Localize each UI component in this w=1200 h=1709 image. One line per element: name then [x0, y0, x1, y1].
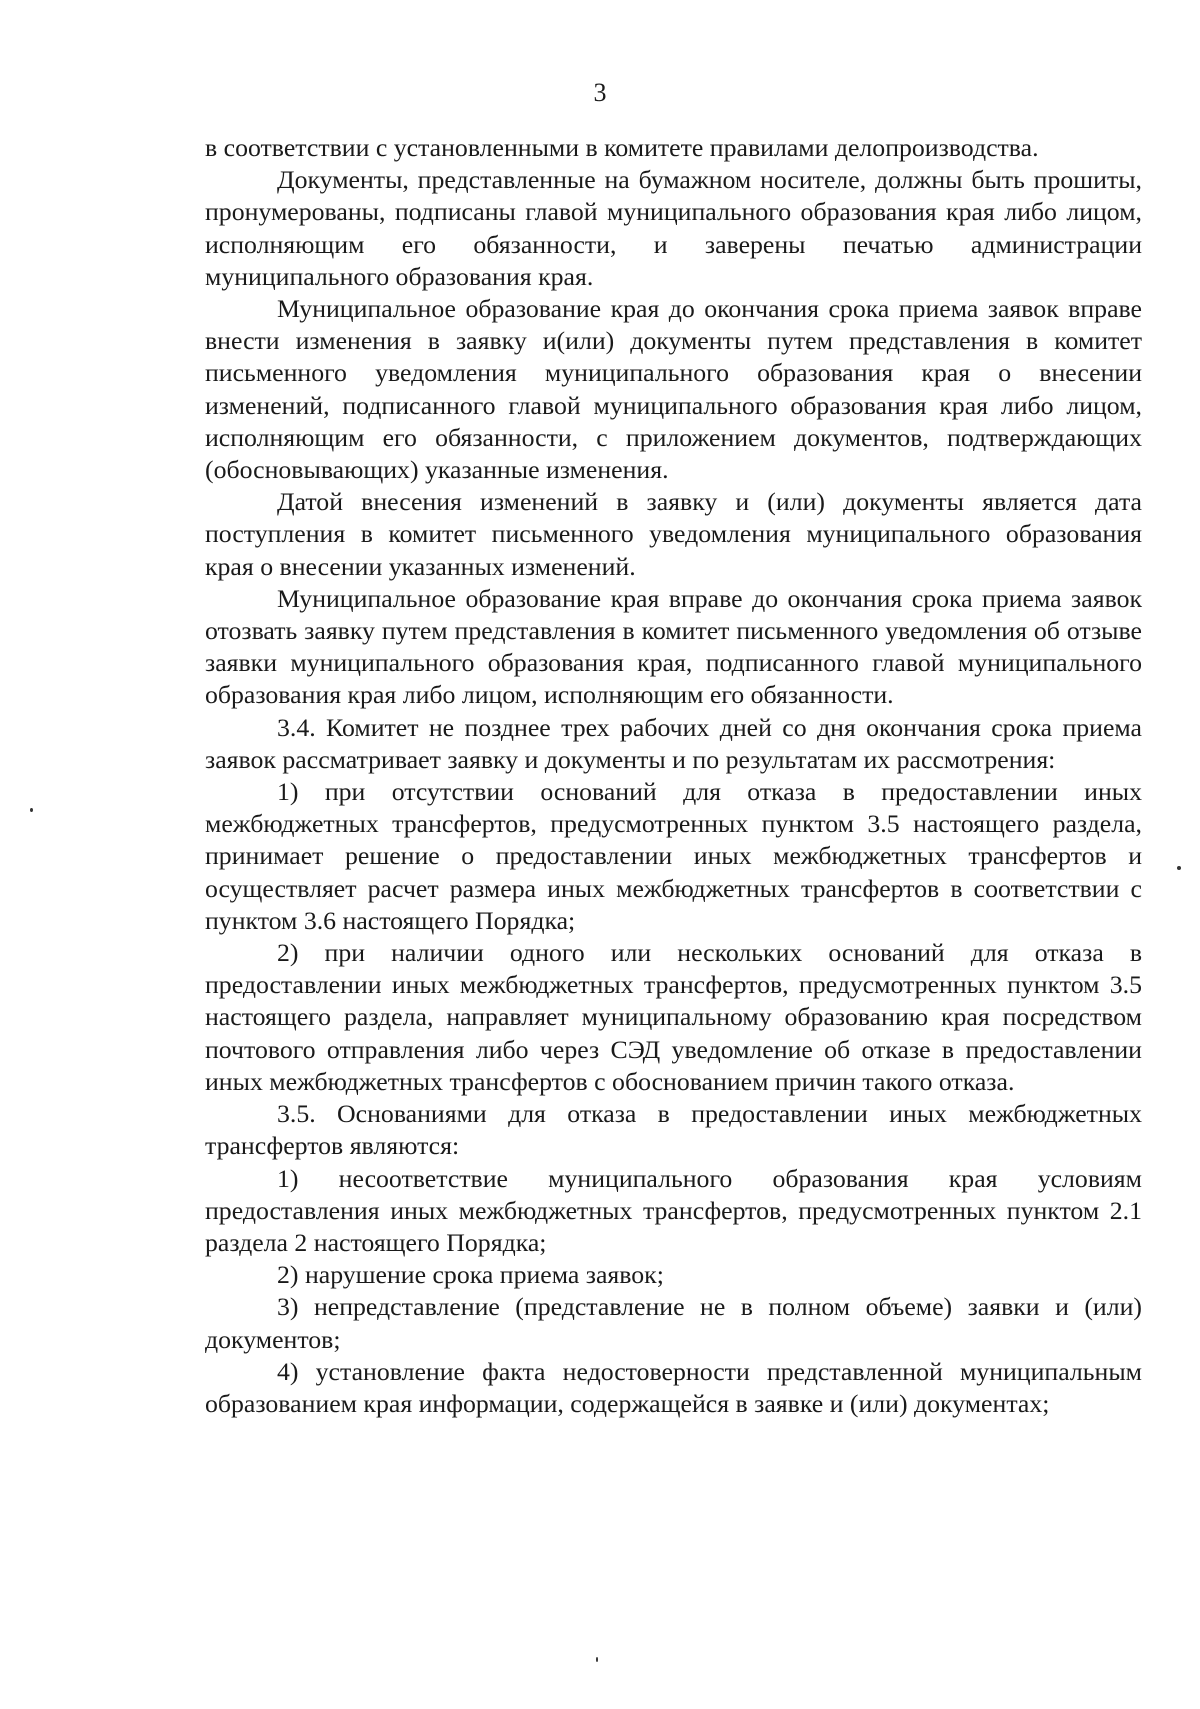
scan-speck — [30, 808, 33, 812]
paragraph: 2) нарушение срока приема заявок; — [277, 1260, 664, 1290]
paragraph: 3.4. Комитет не позднее трех рабочих дней со дня окончания срока приема заявок рассматривает заявку и документы и по результатам их рассмотрения: — [205, 712, 1142, 774]
paragraph: 3.5. Основаниями для отказа в предоставлении иных межбюджетных трансфертов являются: — [205, 1099, 1142, 1161]
paragraph: 3) непредставление (представление не в полном объеме) заявки и (или) документов; — [205, 1292, 1142, 1354]
scan-speck — [596, 1657, 598, 1662]
paragraph: 2) при наличии одного или нескольких оснований для отказа в предоставлении иных межбюджетных трансфертов, предусмотренных пунктом 3.5 настоящего раздела, направляет муниципальному образованию края посредством почтового отправления либо через СЭД уведомление об отказе в предоставлении иных межбюджетных трансфертов с обоснованием причин такого отказа. — [205, 938, 1142, 1096]
page-number: 3 — [593, 78, 607, 107]
paragraph: Документы, представленные на бумажном носителе, должны быть прошиты, пронумерованы, подписаны главой муниципального образования края либо лицом, исполняющим его обязанности, и заверены печатью администрации муниципального образования края. — [205, 165, 1142, 291]
scan-speck — [1177, 866, 1181, 870]
paragraph: в соответствии с установленными в комитете правилами делопроизводства. — [205, 133, 1039, 162]
paragraph: Муниципальное образование края вправе до окончания срока приема заявок отозвать заявку путем представления в комитет письменного уведомления об отзыве заявки муниципального образования края, подписанного главой муниципального образования края либо лицом, исполняющим его обязанности. — [205, 583, 1142, 710]
paragraph: Муниципальное образование края до окончания срока приема заявок вправе внести изменения в заявку и(или) документы путем представления в комитет письменного уведомления муниципального образования края о внесении изменений, подписанного главой муниципального образования края либо лицом, исполняющим его обязанности, с приложением документов, подтверждающих (обосновывающих) указанные изменения. — [205, 294, 1142, 485]
paragraph: 1) несоответствие муниципального образования края условиям предоставления иных межбюджетных трансфертов, предусмотренных пунктом 2.1 раздела 2 настоящего Порядка; — [205, 1163, 1142, 1257]
document-body — [205, 132, 1142, 1420]
paragraph: 1) при отсутствии оснований для отказа в предоставлении иных межбюджетных трансфертов, предусмотренных пунктом 3.5 настоящего раздела, принимает решение о предоставлении иных межбюджетных трансфертов и осуществляет расчет размера иных межбюджетных трансфертов в соответствии с пунктом 3.6 настоящего Порядка; — [205, 777, 1142, 935]
paragraph: Датой внесения изменений в заявку и (или) документы является дата поступления в комитет письменного уведомления муниципального образования края о внесении указанных изменений. — [205, 487, 1142, 581]
paragraph: 4) установление факта недостоверности представленной муниципальным образованием края информации, содержащейся в заявке и (или) документах; — [205, 1356, 1142, 1418]
